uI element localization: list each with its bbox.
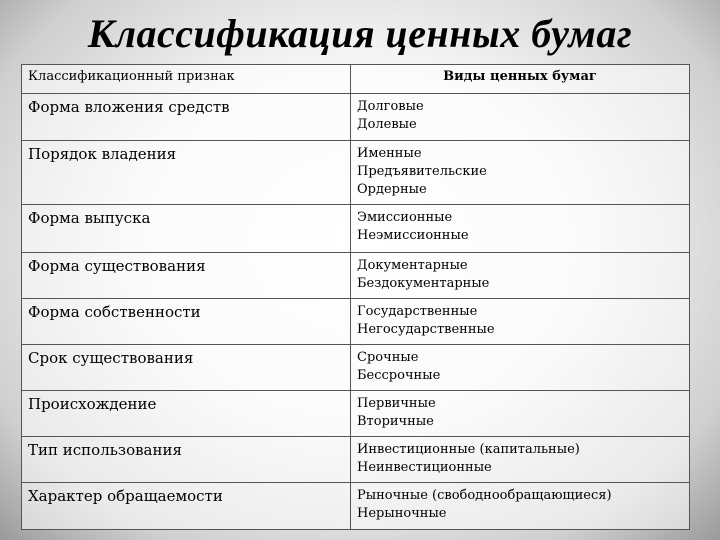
kind-item: Неэмиссионные (357, 228, 469, 243)
kind-item: Нерыночные (357, 506, 447, 521)
criterion-cell: Происхождение (22, 391, 351, 437)
criterion-cell: Характер обращаемости (22, 483, 351, 530)
kind-item: Долевые (357, 117, 417, 132)
criterion-cell: Тип использования (22, 437, 351, 483)
kinds-cell (351, 483, 690, 530)
table-row (22, 94, 690, 141)
table-row (22, 345, 690, 391)
criterion-cell: Форма существования (22, 253, 351, 299)
table-header-row (22, 65, 690, 94)
kind-item: Первичные (357, 396, 436, 411)
criterion-cell: Срок существования (22, 345, 351, 391)
kind-item: Документарные (357, 258, 468, 273)
kind-item: Ордерные (357, 182, 427, 197)
classification-table (21, 64, 690, 530)
header-kinds: Виды ценных бумаг (351, 65, 690, 94)
kinds-cell (351, 437, 690, 483)
kind-item: Негосударственные (357, 322, 495, 337)
kind-item: Долговые (357, 99, 424, 114)
criterion-cell: Форма вложения средств (22, 94, 351, 141)
criterion-cell: Форма выпуска (22, 205, 351, 253)
kinds-cell (351, 253, 690, 299)
kind-item: Срочные (357, 350, 419, 365)
table-row (22, 253, 690, 299)
page-title: Классификация ценных бумаг (87, 11, 633, 56)
criterion-cell: Форма собственности (22, 299, 351, 345)
table-row (22, 141, 690, 205)
kinds-cell (351, 141, 690, 205)
kind-item: Государственные (357, 304, 478, 319)
table-row (22, 299, 690, 345)
table-row (22, 391, 690, 437)
kinds-cell (351, 94, 690, 141)
kinds-cell (351, 345, 690, 391)
kind-item: Инвестиционные (капитальные) (357, 442, 580, 457)
kind-item: Неинвестиционные (357, 460, 492, 475)
table-row (22, 437, 690, 483)
kind-item: Именные (357, 146, 422, 161)
header-criterion: Классификационный признак (22, 65, 351, 94)
kinds-cell (351, 299, 690, 345)
kind-item: Вторичные (357, 414, 434, 429)
kind-item: Предъявительские (357, 164, 487, 179)
kind-item: Эмиссионные (357, 210, 453, 225)
criterion-cell: Порядок владения (22, 141, 351, 205)
kinds-cell (351, 205, 690, 253)
table-row (22, 483, 690, 530)
kind-item: Бездокументарные (357, 276, 490, 291)
table-row (22, 205, 690, 253)
kind-item: Бессрочные (357, 368, 441, 383)
kinds-cell (351, 391, 690, 437)
kind-item: Рыночные (свободнообращающиеся) (357, 488, 612, 503)
